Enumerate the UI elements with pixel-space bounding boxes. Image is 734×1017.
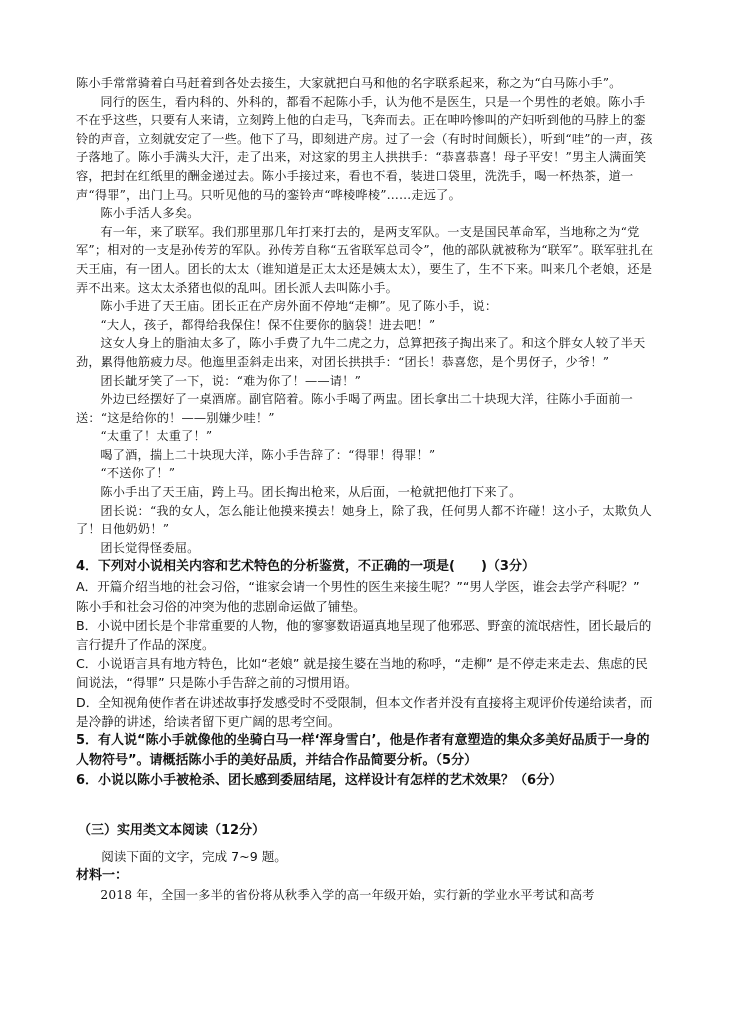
question-4-option-d: D．全知视角使作者在讲述故事抒发感受时不受限制，但本文作者并没有直接将主观评价传递给读者，而是冷静的讲述，给读者留下更广阔的思考空间。 (76, 694, 653, 729)
story-paragraph: 团长说：“我的女人，怎么能让他摸来摸去！她身上，除了我，任何男人都不许碰！这小子，太欺负人了！日他奶奶！” (76, 503, 652, 537)
story-paragraph: 团长觉得怪委屈。 (100, 540, 200, 555)
question-4-option-b: B．小说中团长是个非常重要的人物，他的寥寥数语逼真地呈现了他邪恶、野蛮的流氓痞性，团长最后的言行提升了作品的深度。 (76, 617, 652, 653)
story-paragraph: “大人，孩子，都得给我保住！保不住要你的脑袋！进去吧！” (100, 317, 436, 332)
story-paragraph: 同行的医生，看内科的、外科的，都看不起陈小手，认为他不是医生，只是一个男性的老娘。陈小手不在乎这些，只要有人来请，立刻跨上他的白走马，飞奔而去。正在呻吟惨叫的产妇听到他的马脖上的銮铃的声音，立刻就安定了一些。他下了马，即刻进产房。过了一会（有时时间颇长），听到“哇”的一声，孩子落地了。陈小手满头大汗，走了出来，对这家的男主人拱拱手：“恭喜恭喜！母子平安！”男主人满面笑容，把封在红纸里的酬金递过去。陈小手接过来，看也不看，装进口袋里，洗洗手，喝一杯热茶，道一声“得罪”，出门上马。只听见他的马的銮铃声“哗棱哗棱”……走远了。 (76, 94, 653, 202)
section-3-instruction: 阅读下面的文字，完成 7~9 题。 (101, 849, 287, 865)
question-4 (76, 557, 656, 731)
story-paragraph: 有一年，来了联军。我们那里那几年打来打去的，是两支军队。一支是国民革命军，当地称之为“党军”；相对的一支是孙传芳的军队。孙传芳自称“五省联军总司令”，他的部队就被称为“联军”。联军驻扎在天王庙，有一团人。团长的太太（谁知道是正太太还是姨太太），要生了，生不下来。叫来几个老娘，还是弄不出来。这太太杀猪也似的乱叫。团长派人去叫陈小手。 (76, 224, 654, 295)
answer-space (76, 791, 656, 821)
section-3 (76, 821, 656, 905)
story-paragraph: “太重了！太重了！” (100, 429, 213, 444)
question-4-option-c: C．小说语言具有地方特色，比如“老娘” 就是接生婆在当地的称呼，“走柳” 是不停走来走去、焦虑的民间说法，“得罪” 只是陈小手告辞之前的习惯用语。 (76, 656, 648, 691)
question-4-option-a: A．开篇介绍当地的社会习俗，“谁家会请一个男性的医生来接生呢？”“男人学医，谁会去学产科呢？” 陈小手和社会习俗的冲突为他的悲剧命运做了铺垫。 (76, 579, 640, 614)
story-paragraph: 陈小手出了天王庙，跨上马。团长掏出枪来，从后面，一枪就把他打下来了。 (100, 485, 522, 500)
question-4-stem: 4．下列对小说相关内容和艺术特色的分析鉴赏，不正确的一项是( )（3分） (76, 559, 535, 575)
material-1-text: 2018 年，全国一多半的省份将从秋季入学的高一年级开始，实行新的学业水平考试和高考 (100, 888, 595, 903)
story-paragraph: 这女人身上的脂油太多了，陈小手费了九牛二虎之力，总算把孩子掏出来了。和这个胖女人较了半天劲，累得他筋疲力尽。他迤里歪斜走出来，对团长拱拱手：“团长！恭喜您，是个男伢子，少爷！” (76, 336, 646, 369)
story-paragraph: 陈小手活人多矣。 (100, 206, 200, 221)
story-paragraph: 喝了酒，揣上二十块现大洋，陈小手告辞了：“得罪！得罪！” (100, 447, 436, 462)
story-paragraph: 团长龇牙笑了一下，说：“难为你了！——请！” (100, 373, 362, 388)
question-6: 6．小说以陈小手被枪杀、团长感到委屈结尾，这样设计有怎样的艺术效果？（6分） (76, 773, 563, 789)
story-paragraph: 陈小手常常骑着白马赶着到各处去接生，大家就把白马和他的名字联系起来，称之为“白马陈小手”。 (76, 76, 622, 90)
section-3-title: （三）实用类文本阅读（12分） (78, 823, 266, 839)
question-5: 5．有人说“陈小手就像他的坐骑白马一样‘浑身雪白’，他是作者有意塑造的集众多美好品质于一身的人物符号”。请概括陈小手的美好品质，并结合作品简要分析。（5分） (76, 733, 650, 769)
material-1-label: 材料一： (76, 868, 129, 884)
story-paragraph: 外边已经摆好了一桌酒席。副官陪着。陈小手喝了两盅。团长拿出二十块现大洋，往陈小手面前一送：“这是给你的！——别嫌少哇！” (76, 392, 634, 425)
story-paragraph: 陈小手进了天王庙。团长正在产房外面不停地“走柳”。见了陈小手，说： (100, 299, 498, 314)
story-paragraph: “不送你了！” (100, 466, 176, 481)
story-text (76, 74, 656, 557)
